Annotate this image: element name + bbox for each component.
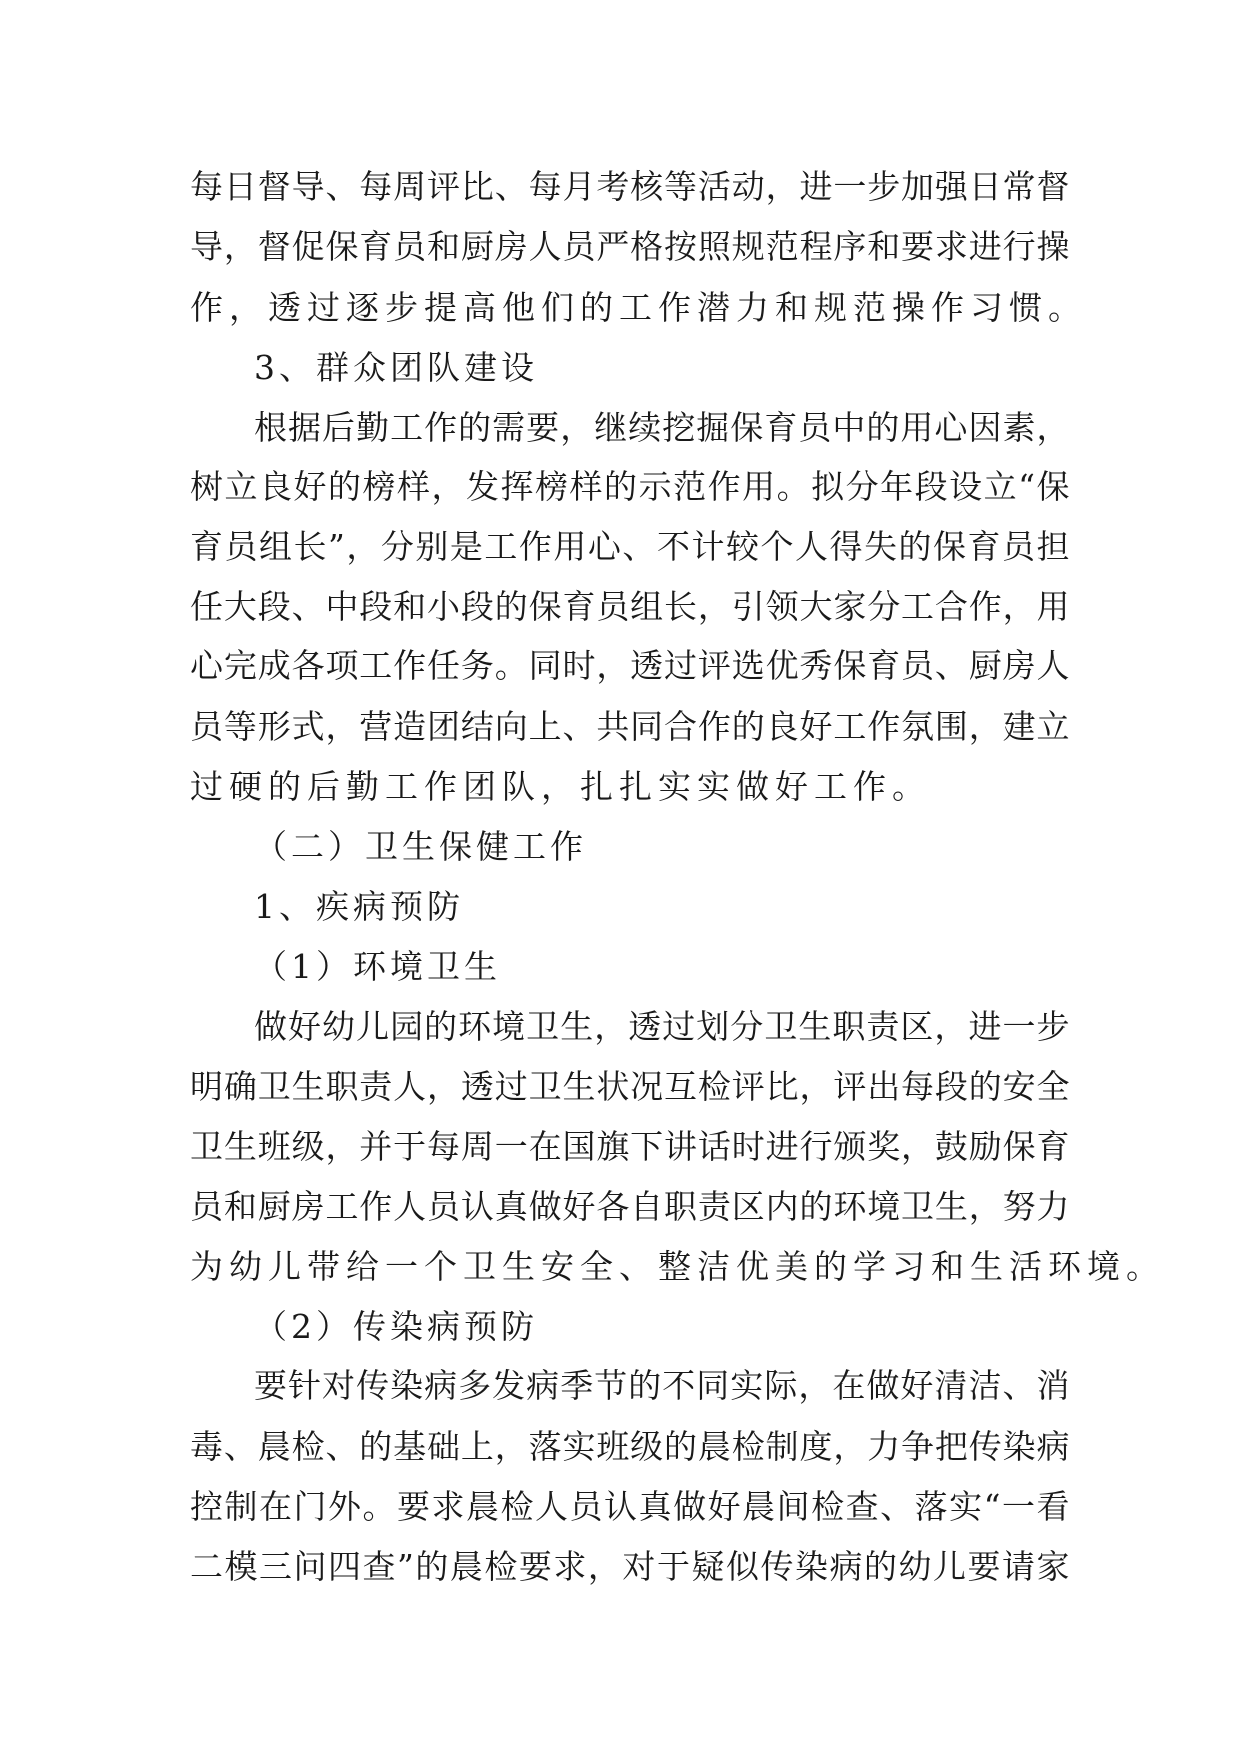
- paragraph-line: 每日督导、每周评比、每月考核等活动，进一步加强日常督: [190, 167, 1070, 206]
- paragraph-line: 要针对传染病多发病季节的不同实际，在做好清洁、消: [254, 1366, 1070, 1405]
- paragraph-line: 毒、晨检、的基础上，落实班级的晨检制度，力争把传染病: [190, 1427, 1070, 1466]
- paragraph-line: 根据后勤工作的需要，继续挖掘保育员中的用心因素，: [254, 408, 1070, 447]
- paragraph-line: 明确卫生职责人，透过卫生状况互检评比，评出每段的安全: [190, 1067, 1070, 1106]
- paragraph-line: 任大段、中段和小段的保育员组长，引领大家分工合作，用: [190, 587, 1070, 626]
- paragraph-line: 树立良好的榜样，发挥榜样的示范作用。拟分年段设立“保: [190, 467, 1070, 506]
- subsection-heading: （2）传染病预防: [254, 1307, 538, 1346]
- paragraph-line: 作，透过逐步提高他们的工作潜力和规范操作习惯。: [190, 288, 1087, 327]
- paragraph-line: 心完成各项工作任务。同时，透过评选优秀保育员、厨房人: [190, 646, 1070, 685]
- paragraph-line: 卫生班级，并于每周一在国旗下讲话时进行颁奖，鼓励保育: [190, 1127, 1070, 1166]
- subsection-heading: （1）环境卫生: [254, 947, 501, 986]
- paragraph-line: 做好幼儿园的环境卫生，透过划分卫生职责区，进一步: [254, 1007, 1070, 1046]
- paragraph-line: 员等形式，营造团结向上、共同合作的良好工作氛围，建立: [190, 707, 1070, 746]
- subsection-heading: 1、疾病预防: [254, 887, 464, 926]
- paragraph-line: 控制在门外。要求晨检人员认真做好晨间检查、落实“一看: [190, 1487, 1070, 1526]
- paragraph-line: 育员组长”，分别是工作用心、不计较个人得失的保育员担: [190, 527, 1070, 566]
- paragraph-line: 为幼儿带给一个卫生安全、整洁优美的学习和生活环境。: [190, 1247, 1165, 1286]
- section-heading: （二）卫生保健工作: [254, 827, 587, 866]
- paragraph-line: 导，督促保育员和厨房人员严格按照规范程序和要求进行操: [190, 227, 1070, 266]
- paragraph-line: 员和厨房工作人员认真做好各自职责区内的环境卫生，努力: [190, 1187, 1070, 1226]
- section-heading: 3、群众团队建设: [254, 348, 538, 387]
- paragraph-line: 二模三问四查”的晨检要求，对于疑似传染病的幼儿要请家: [190, 1547, 1070, 1586]
- paragraph-line: 过硬的后勤工作团队，扎扎实实做好工作。: [190, 767, 931, 806]
